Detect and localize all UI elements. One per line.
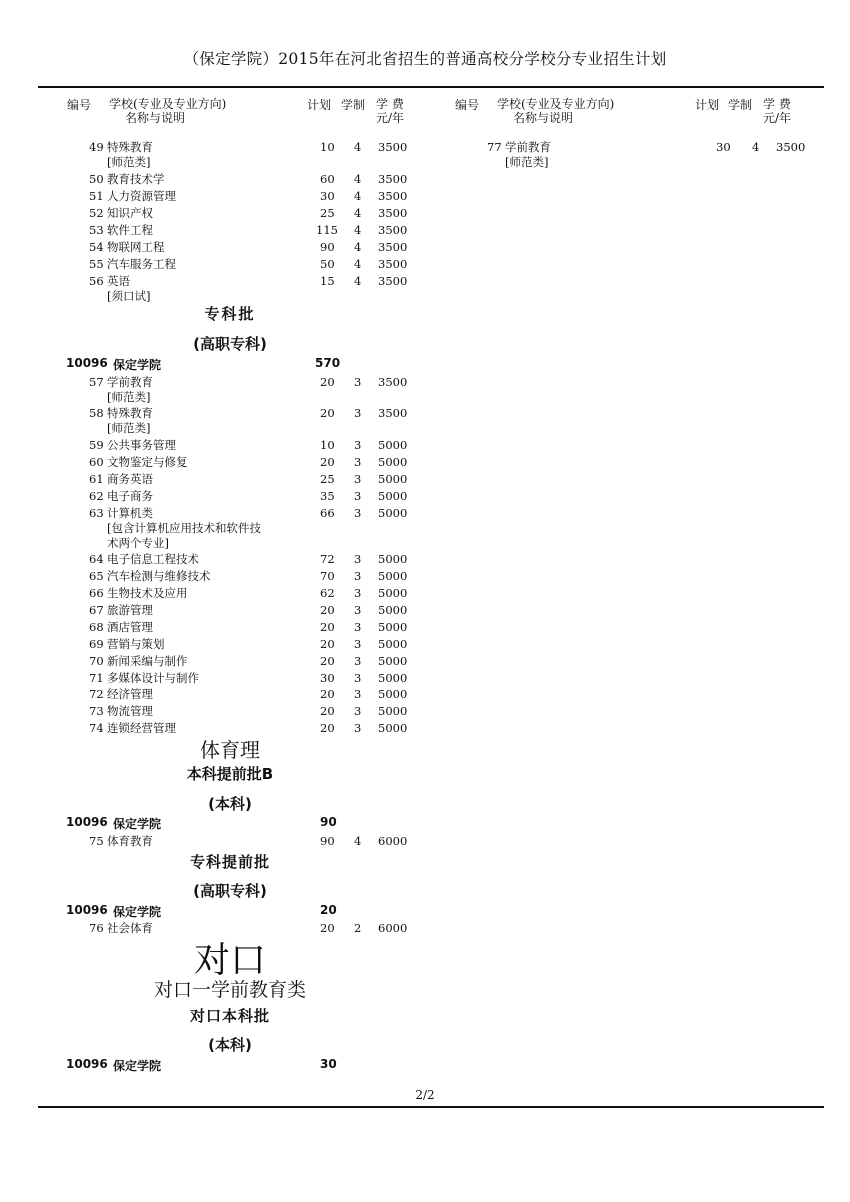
row-num: 51: [89, 189, 104, 203]
institution-code: 10096: [66, 815, 108, 829]
row-name: 多媒体设计与制作: [107, 671, 199, 685]
row-fee: 5000: [378, 586, 408, 600]
row-fee: 5000: [378, 438, 408, 452]
row-note: [师范类]: [107, 155, 151, 169]
row-num: 76: [89, 921, 104, 935]
row-name: 电子信息工程技术: [107, 552, 199, 566]
row-plan: 20: [320, 654, 335, 668]
row-fee: 5000: [378, 603, 408, 617]
row-num: 75: [89, 834, 104, 848]
section-duikou-benke: 对口本科批: [189, 1007, 270, 1025]
row-fee: 5000: [378, 455, 408, 469]
row-note: [须口试]: [107, 289, 151, 303]
row-plan: 60: [320, 172, 335, 186]
row-years: 3: [354, 406, 362, 420]
row-plan: 20: [320, 603, 335, 617]
row-num: 77: [487, 140, 502, 154]
row-fee: 6000: [378, 921, 408, 935]
row-years: 4: [354, 223, 362, 237]
row-note: [包含计算机应用技术和软件技: [107, 521, 261, 535]
header-school-sub: 名称与说明: [125, 111, 186, 125]
row-plan: 20: [320, 721, 335, 735]
header-school: 学校(专业及专业方向): [497, 97, 615, 111]
institution-total: 20: [320, 903, 337, 917]
row-plan: 50: [320, 257, 335, 271]
header-years: 学制: [728, 98, 753, 112]
row-fee: 6000: [378, 834, 408, 848]
row-num: 66: [89, 586, 104, 600]
row-fee: 3500: [378, 406, 408, 420]
institution-total: 30: [320, 1057, 337, 1071]
row-name: 知识产权: [107, 206, 153, 220]
row-num: 59: [89, 438, 104, 452]
institution-name: 保定学院: [113, 1059, 162, 1073]
row-fee: 5000: [378, 671, 408, 685]
top-rule: [38, 86, 824, 88]
row-name: 营销与策划: [107, 637, 165, 651]
header-school: 学校(专业及专业方向): [109, 97, 227, 111]
row-plan: 70: [320, 569, 335, 583]
row-fee: 5000: [378, 721, 408, 735]
row-name: 学前教育: [107, 375, 153, 389]
header-plan: 计划: [695, 98, 720, 112]
row-num: 70: [89, 654, 104, 668]
row-plan: 20: [320, 406, 335, 420]
row-years: 4: [354, 140, 362, 154]
row-name: 汽车检测与维修技术: [107, 569, 211, 583]
row-num: 69: [89, 637, 104, 651]
row-num: 62: [89, 489, 104, 503]
row-plan: 20: [320, 637, 335, 651]
row-name: 生物技术及应用: [107, 586, 188, 600]
institution-code: 10096: [66, 356, 108, 370]
header-school-sub: 名称与说明: [513, 111, 574, 125]
row-plan: 62: [320, 586, 335, 600]
row-years: 3: [354, 586, 362, 600]
section-benke: (本科): [208, 795, 252, 813]
row-years: 3: [354, 654, 362, 668]
header-num: 编号: [455, 98, 480, 112]
row-name: 计算机类: [107, 506, 153, 520]
row-plan: 72: [320, 552, 335, 566]
row-name: 酒店管理: [107, 620, 153, 634]
row-years: 4: [354, 257, 362, 271]
section-zhuanke-tiqian: 专科提前批: [189, 853, 270, 871]
row-fee: 5000: [378, 654, 408, 668]
row-note: [师范类]: [505, 155, 549, 169]
row-fee: 5000: [378, 637, 408, 651]
row-name: 物联网工程: [107, 240, 165, 254]
row-years: 3: [354, 472, 362, 486]
row-plan: 20: [320, 704, 335, 718]
row-name: 社会体育: [107, 921, 153, 935]
institution-total: 90: [320, 815, 337, 829]
row-num: 50: [89, 172, 104, 186]
header-years: 学制: [341, 98, 366, 112]
row-years: 4: [354, 206, 362, 220]
row-plan: 66: [320, 506, 335, 520]
institution-name: 保定学院: [113, 905, 162, 919]
row-years: 3: [354, 552, 362, 566]
row-plan: 90: [320, 834, 335, 848]
institution-name: 保定学院: [113, 358, 162, 372]
row-years: 3: [354, 620, 362, 634]
row-years: 3: [354, 704, 362, 718]
bottom-rule: [38, 1106, 824, 1108]
row-years: 3: [354, 603, 362, 617]
row-years: 3: [354, 506, 362, 520]
row-num: 49: [89, 140, 104, 154]
row-years: 4: [354, 172, 362, 186]
row-num: 68: [89, 620, 104, 634]
row-plan: 35: [320, 489, 335, 503]
row-num: 67: [89, 603, 104, 617]
section-tiyu-li: 体育理: [200, 738, 260, 762]
row-num: 58: [89, 406, 104, 420]
row-num: 56: [89, 274, 104, 288]
row-plan: 30: [320, 671, 335, 685]
row-num: 72: [89, 687, 104, 701]
institution-code: 10096: [66, 903, 108, 917]
row-name: 商务英语: [107, 472, 153, 486]
header-fee: 学 费: [763, 97, 791, 111]
row-name: 旅游管理: [107, 603, 153, 617]
row-name: 汽车服务工程: [107, 257, 176, 271]
row-fee: 3500: [378, 140, 408, 154]
header-fee-unit: 元/年: [763, 111, 792, 125]
row-plan: 25: [320, 472, 335, 486]
row-fee: 5000: [378, 687, 408, 701]
row-note: [师范类]: [107, 390, 151, 404]
row-num: 64: [89, 552, 104, 566]
row-name: 文物鉴定与修复: [107, 455, 188, 469]
header-fee-unit: 元/年: [376, 111, 405, 125]
row-fee: 5000: [378, 489, 408, 503]
row-years: 3: [354, 438, 362, 452]
row-fee: 3500: [776, 140, 806, 154]
section-gaozhi-zhuanke: (高职专科): [193, 882, 267, 900]
row-name: 体育教育: [107, 834, 153, 848]
row-name: 教育技术学: [107, 172, 165, 186]
row-plan: 20: [320, 921, 335, 935]
row-name: 物流管理: [107, 704, 153, 718]
row-fee: 5000: [378, 552, 408, 566]
row-plan: 30: [716, 140, 731, 154]
row-years: 3: [354, 375, 362, 389]
row-fee: 5000: [378, 620, 408, 634]
row-num: 65: [89, 569, 104, 583]
page-number: 2/2: [415, 1088, 435, 1102]
row-years: 3: [354, 671, 362, 685]
row-name: 软件工程: [107, 223, 153, 237]
row-plan: 90: [320, 240, 335, 254]
row-years: 3: [354, 489, 362, 503]
institution-name: 保定学院: [113, 817, 162, 831]
section-benke: (本科): [208, 1036, 252, 1054]
institution-code: 10096: [66, 1057, 108, 1071]
row-plan: 20: [320, 620, 335, 634]
row-plan: 25: [320, 206, 335, 220]
row-name: 连锁经营管理: [107, 721, 176, 735]
header-plan: 计划: [307, 98, 332, 112]
section-duikou: 对口: [193, 940, 266, 981]
row-plan: 20: [320, 375, 335, 389]
row-name: 经济管理: [107, 687, 153, 701]
row-num: 55: [89, 257, 104, 271]
row-num: 57: [89, 375, 104, 389]
row-name: 人力资源管理: [107, 189, 176, 203]
row-fee: 3500: [378, 206, 408, 220]
row-fee: 3500: [378, 189, 408, 203]
row-name: 公共事务管理: [107, 438, 176, 452]
row-years: 4: [752, 140, 760, 154]
row-name: 学前教育: [505, 140, 551, 154]
row-years: 4: [354, 274, 362, 288]
row-fee: 3500: [378, 240, 408, 254]
row-years: 3: [354, 637, 362, 651]
row-plan: 10: [320, 438, 335, 452]
row-num: 52: [89, 206, 104, 220]
row-plan: 15: [320, 274, 335, 288]
page-title: （保定学院）2015年在河北省招生的普通高校分学校分专业招生计划: [183, 50, 667, 68]
row-num: 60: [89, 455, 104, 469]
row-num: 74: [89, 721, 104, 735]
row-fee: 3500: [378, 257, 408, 271]
row-num: 54: [89, 240, 104, 254]
section-gaozhi-zhuanke: (高职专科): [193, 335, 267, 353]
section-duikou-xueqian: 对口一学前教育类: [153, 979, 306, 1001]
row-num: 53: [89, 223, 104, 237]
header-num: 编号: [67, 98, 92, 112]
row-fee: 3500: [378, 223, 408, 237]
row-years: 3: [354, 721, 362, 735]
row-fee: 5000: [378, 704, 408, 718]
row-fee: 3500: [378, 172, 408, 186]
row-fee: 5000: [378, 569, 408, 583]
row-plan: 20: [320, 687, 335, 701]
row-fee: 5000: [378, 506, 408, 520]
institution-total: 570: [315, 356, 341, 370]
row-name: 英语: [107, 274, 130, 288]
row-fee: 3500: [378, 274, 408, 288]
section-zhuanke-pi: 专科批: [204, 305, 256, 323]
row-num: 73: [89, 704, 104, 718]
row-fee: 5000: [378, 472, 408, 486]
row-num: 71: [89, 671, 104, 685]
section-benke-tiqian-b: 本科提前批B: [186, 765, 274, 783]
row-years: 3: [354, 687, 362, 701]
row-years: 3: [354, 455, 362, 469]
row-years: 4: [354, 189, 362, 203]
row-note: [师范类]: [107, 421, 151, 435]
row-name: 特殊教育: [107, 140, 153, 154]
row-name: 新闻采编与制作: [107, 654, 188, 668]
row-years: 4: [354, 240, 362, 254]
row-years: 3: [354, 569, 362, 583]
row-note: 术两个专业]: [107, 536, 169, 550]
row-plan: 115: [316, 223, 338, 237]
row-years: 2: [354, 921, 362, 935]
row-plan: 10: [320, 140, 335, 154]
row-name: 特殊教育: [107, 406, 153, 420]
row-years: 4: [354, 834, 362, 848]
row-num: 63: [89, 506, 104, 520]
row-num: 61: [89, 472, 104, 486]
row-plan: 30: [320, 189, 335, 203]
row-plan: 20: [320, 455, 335, 469]
row-name: 电子商务: [107, 489, 153, 503]
row-fee: 3500: [378, 375, 408, 389]
header-fee: 学 费: [376, 97, 404, 111]
